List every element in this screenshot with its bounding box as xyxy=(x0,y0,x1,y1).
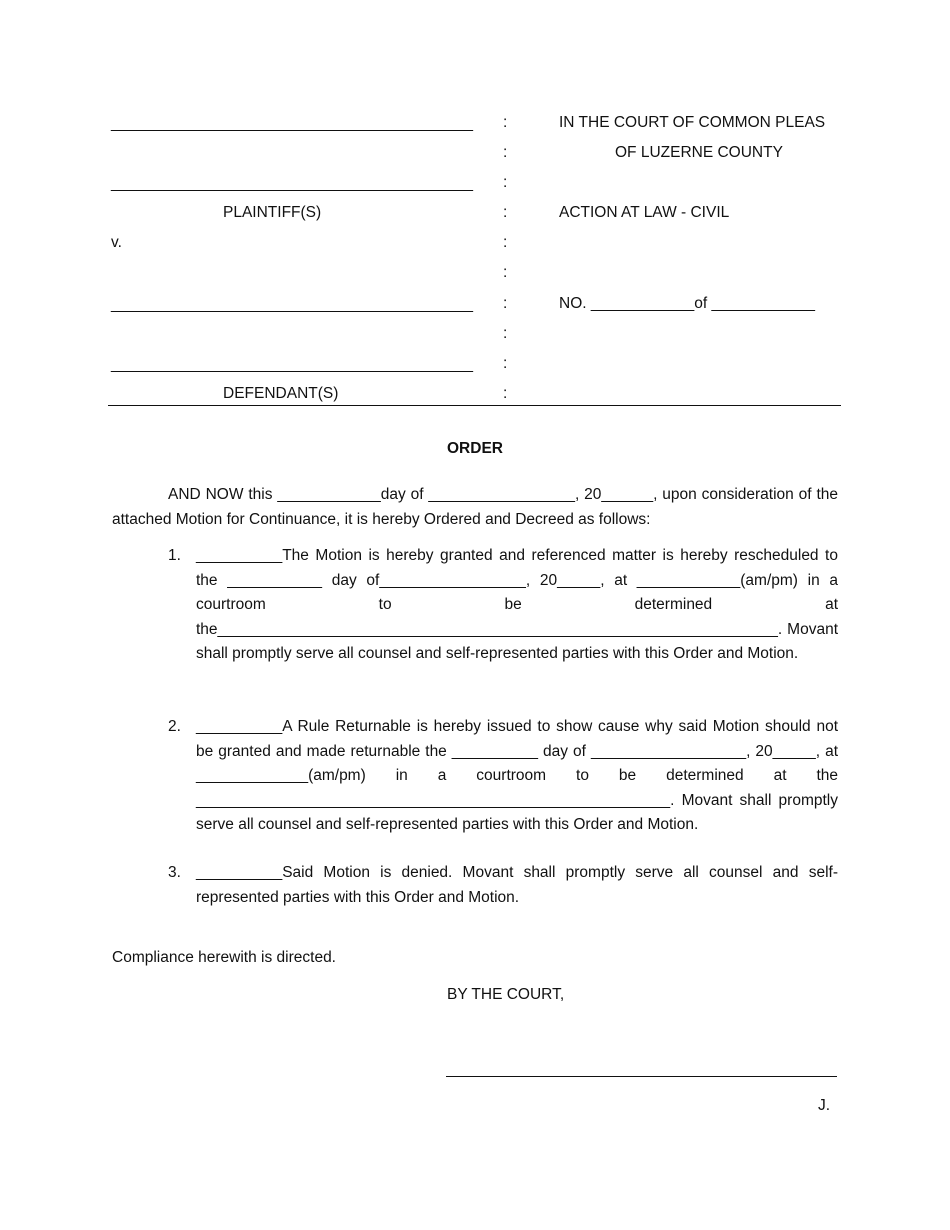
court-name: IN THE COURT OF COMMON PLEAS xyxy=(559,114,826,131)
caption-colon: : xyxy=(503,385,508,402)
county-name: OF LUZERNE COUNTY xyxy=(615,144,783,161)
item-granted[interactable]: __________The Motion is hereby granted and referenced matter is hereby rescheduled to the ___________ day of_________________, 20_____, at ____________(am/pm) in a courtroom to be determined at the_________________________________________________________________. Movant shall promptly serve all counsel and self-represented parties with this Order and Motion. xyxy=(196,547,838,662)
compliance-text: Compliance herewith is directed. xyxy=(112,949,336,966)
action-type: ACTION AT LAW - CIVIL xyxy=(559,204,730,221)
defendant-name-line-1[interactable]: __________________________________________ xyxy=(111,296,474,313)
plaintiff-name-line-1[interactable]: __________________________________________ xyxy=(111,115,474,132)
caption-colon: : xyxy=(503,204,508,221)
by-the-court: BY THE COURT, xyxy=(447,986,565,1003)
defendant-name-line-2[interactable]: __________________________________________ xyxy=(111,356,474,373)
caption-colon: : xyxy=(503,174,508,191)
plaintiff-name-line-2[interactable]: __________________________________________ xyxy=(111,175,474,192)
defendant-label: DEFENDANT(S) xyxy=(223,385,339,402)
caption-colon: : xyxy=(503,234,508,251)
caption-divider xyxy=(108,405,841,406)
caption-colon: : xyxy=(503,355,508,372)
caption-colon: : xyxy=(503,114,508,131)
judge-suffix: J. xyxy=(818,1097,831,1114)
item-denied[interactable]: __________Said Motion is denied. Movant shall promptly serve all counsel and self-represented parties with this Order and Motion. xyxy=(196,864,838,906)
item-number: 1. xyxy=(168,547,181,564)
caption-colon: : xyxy=(503,325,508,342)
versus-label: v. xyxy=(111,234,122,251)
item-number: 3. xyxy=(168,864,181,881)
judge-signature-line[interactable] xyxy=(446,1076,837,1077)
order-title: ORDER xyxy=(447,440,503,457)
item-rule-returnable[interactable]: __________A Rule Returnable is hereby issued to show cause why said Motion should not be granted and made returnable the __________ day of __________________, 20_____, at _____________(am/pm) in a courtroom to be determined at the _______________________________________________________. Movant shall promptly serve all counsel and self-represented parties with this Order and Motion. xyxy=(196,718,838,833)
plaintiff-label: PLAINTIFF(S) xyxy=(223,204,322,221)
caption-colon: : xyxy=(503,144,508,161)
caption-colon: : xyxy=(503,264,508,281)
intro-text: AND NOW this ____________day of _________________, 20______, upon consideration of the attached Motion for Continuance, it is hereby Ordered and Decreed as follows: xyxy=(112,486,838,528)
case-number[interactable]: NO. ____________of ____________ xyxy=(559,295,815,312)
caption-colon: : xyxy=(503,295,508,312)
intro-paragraph xyxy=(112,483,838,532)
item-number: 2. xyxy=(168,718,181,735)
